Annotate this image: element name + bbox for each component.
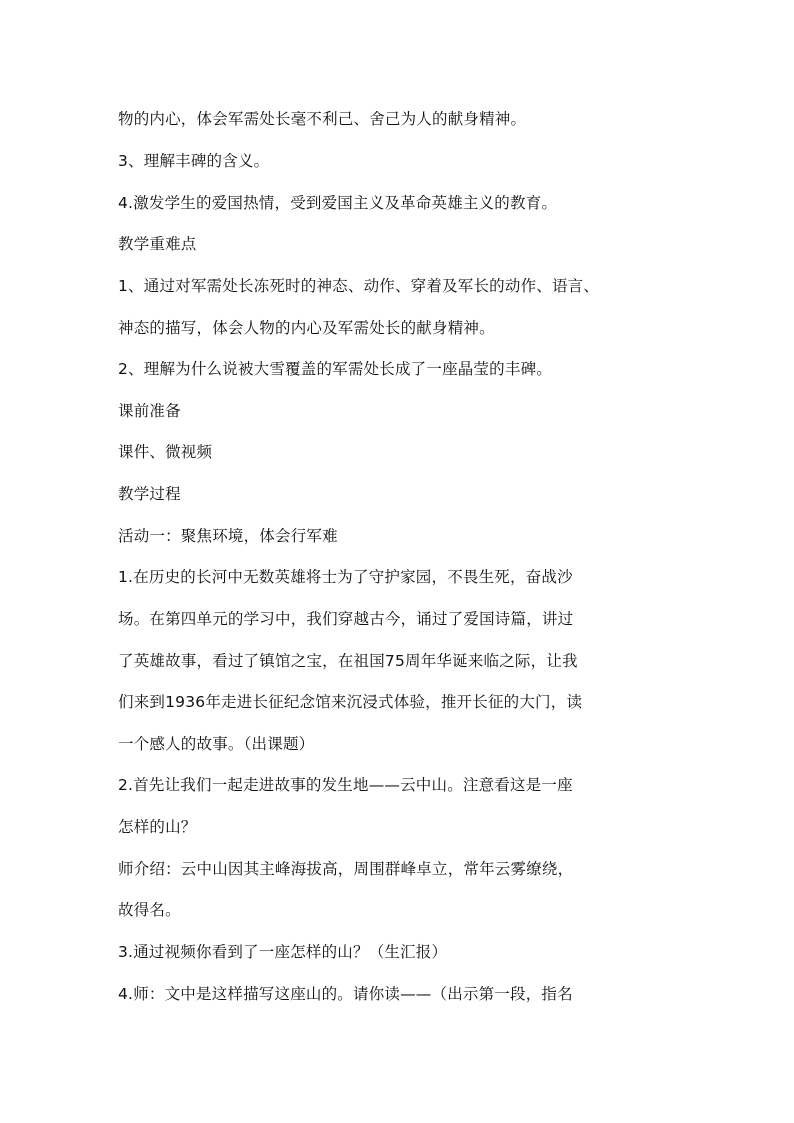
text-line: 物的内心，体会军需处长毫不利己、舍己为人的献身精神。 — [118, 110, 527, 128]
section-heading: 教学过程 — [118, 485, 181, 503]
text-line: 了英雄故事，看过了镇馆之宝，在祖国75周年华诞来临之际，让我 — [118, 652, 578, 670]
text-line: 神态的描写，体会人物的内心及军需处长的献身精神。 — [118, 319, 495, 337]
text-line: 3、理解丰碑的含义。 — [118, 152, 270, 170]
text-line: 怎样的山？ — [118, 818, 197, 836]
text-line: 们来到1936年走进长征纪念馆来沉浸式体验，推开长征的大门，读 — [118, 693, 583, 711]
text-line: 师介绍：云中山因其主峰海拔高，周围群峰卓立，常年云雾缭绕， — [118, 860, 574, 878]
text-line: 1、通过对军需处长冻死时的神态、动作、穿着及军长的动作、语言、 — [118, 277, 600, 295]
text-line: 1.在历史的长河中无数英雄将士为了守护家园，不畏生死，奋战沙 — [118, 568, 573, 586]
text-line: 4.激发学生的爱国热情，受到爱国主义及革命英雄主义的教育。 — [118, 194, 558, 212]
text-line: 一个感人的故事。（出课题） — [118, 735, 315, 753]
text-line: 课件、微视频 — [118, 443, 213, 461]
section-heading: 课前准备 — [118, 402, 181, 420]
text-line: 2.首先让我们一起走进故事的发生地——云中山。注意看这是一座 — [118, 776, 573, 794]
text-line: 4.师：文中是这样描写这座山的。请你读——（出示第一段，指名 — [118, 985, 573, 1003]
text-line: 3.通过视频你看到了一座怎样的山？（生汇报） — [118, 943, 448, 961]
activity-heading: 活动一：聚焦环境，体会行军难 — [118, 527, 338, 545]
section-heading: 教学重难点 — [118, 235, 197, 253]
text-line: 场。在第四单元的学习中，我们穿越古今，诵过了爱国诗篇，讲过 — [118, 610, 574, 628]
text-line: 故得名。 — [118, 901, 181, 919]
text-line: 2、理解为什么说被大雪覆盖的军需处长成了一座晶莹的丰碑。 — [118, 360, 552, 378]
